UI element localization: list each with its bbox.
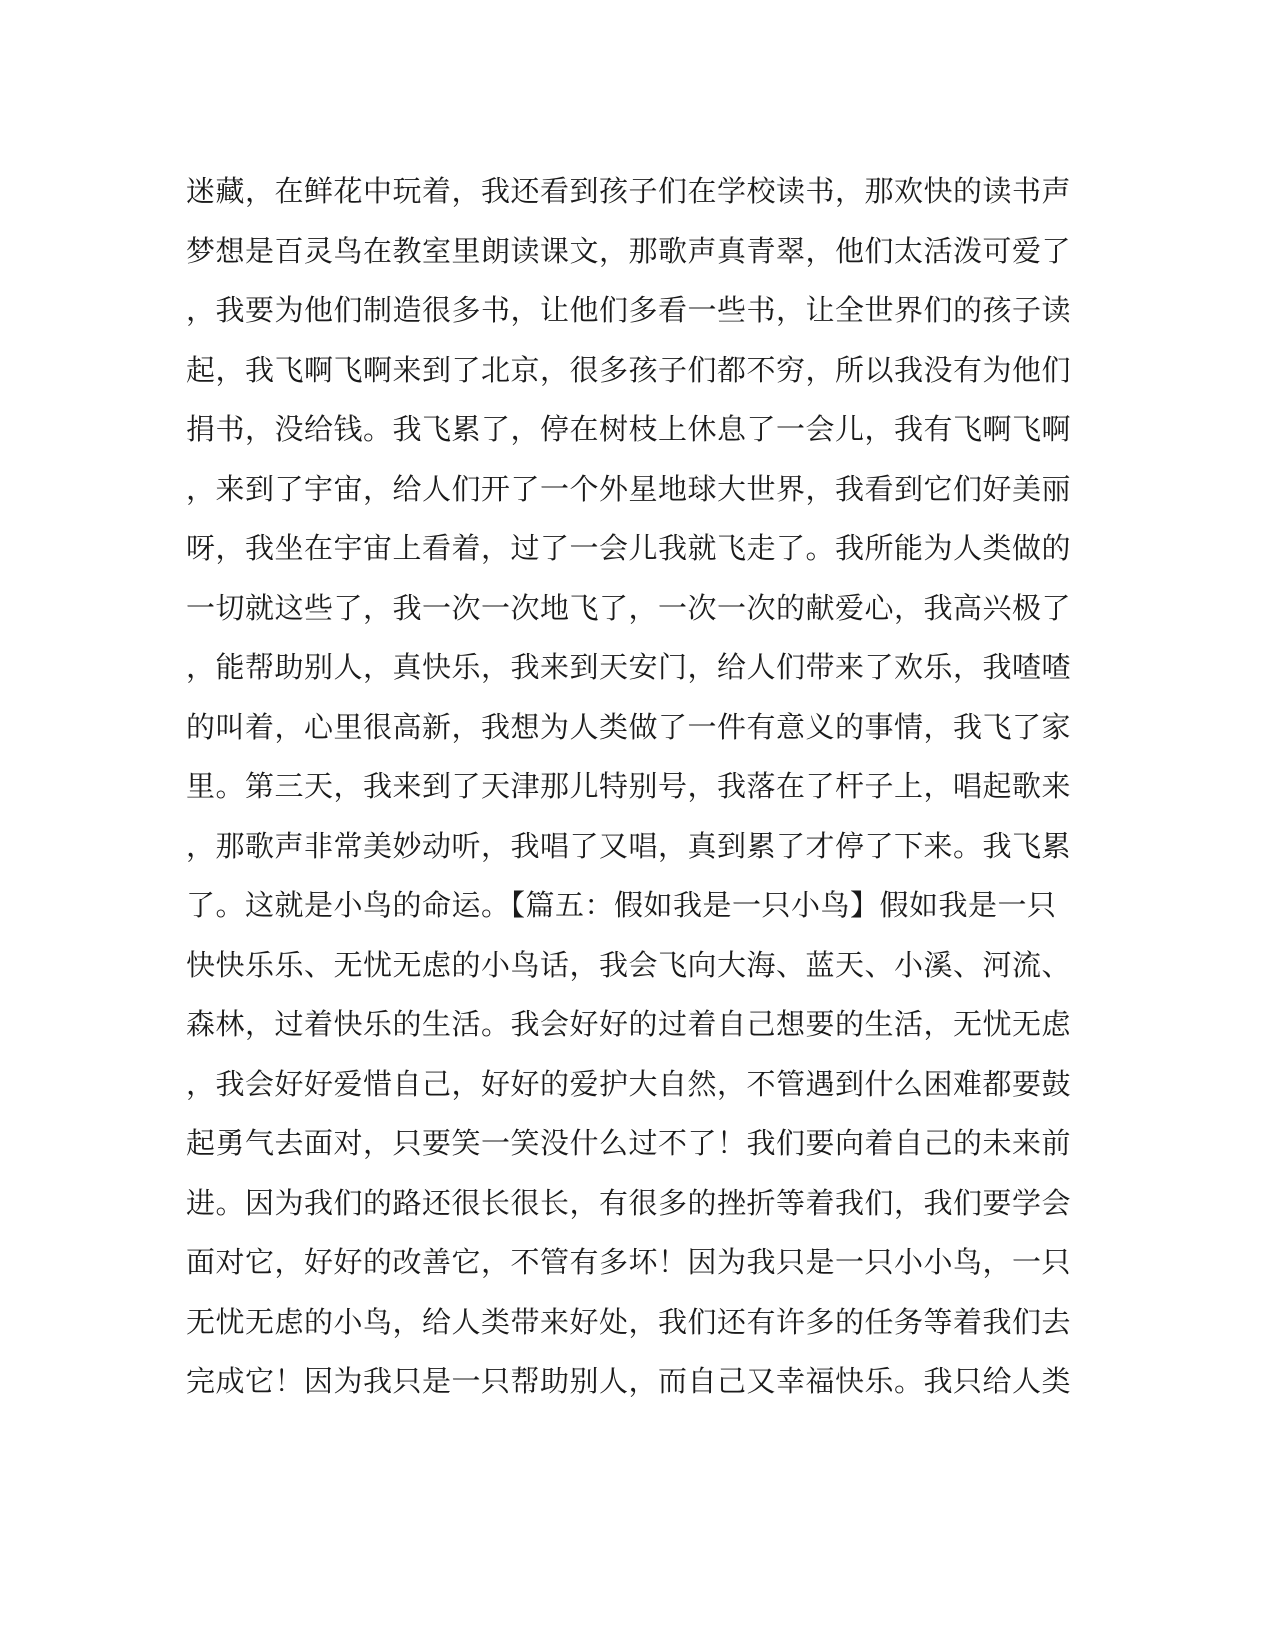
text-line: 起，我飞啊飞啊来到了北京，很多孩子们都不穷，所以我没有为他们 bbox=[186, 352, 1072, 387]
body-text bbox=[186, 162, 1072, 1412]
text-line: ，我会好好爱惜自己，好好的爱护大自然，不管遇到什么困难都要鼓 bbox=[186, 1066, 1072, 1101]
text-line: 迷藏，在鲜花中玩着，我还看到孩子们在学校读书，那欢快的读书声 bbox=[186, 174, 1072, 208]
text-line: 的叫着，心里很高新，我想为人类做了一件有意义的事情，我飞了家 bbox=[186, 709, 1072, 744]
text-line: 面对它，好好的改善它，不管有多坏！因为我只是一只小小鸟，一只 bbox=[186, 1245, 1072, 1279]
text-line: 无忧无虑的小鸟，给人类带来好处，我们还有许多的任务等着我们去 bbox=[186, 1304, 1072, 1339]
text-line: 快快乐乐、无忧无虑的小鸟话，我会飞向大海、蓝天、小溪、河流、 bbox=[186, 947, 1072, 982]
text-line: 了。这就是小鸟的命运。【篇五：假如我是一只小鸟】假如我是一只 bbox=[186, 888, 1057, 922]
text-line: 起勇气去面对，只要笑一笑没什么过不了！我们要向着自己的未来前 bbox=[186, 1126, 1072, 1160]
text-line: ，来到了宇宙，给人们开了一个外星地球大世界，我看到它们好美丽 bbox=[186, 471, 1072, 506]
text-line: 森林，过着快乐的生活。我会好好的过着自己想要的生活，无忧无虑 bbox=[186, 1007, 1072, 1041]
text-line: 呀，我坐在宇宙上看着，过了一会儿我就飞走了。我所能为人类做的 bbox=[186, 531, 1072, 565]
text-line: ，能帮助别人，真快乐，我来到天安门，给人们带来了欢乐，我喳喳 bbox=[186, 650, 1072, 684]
text-line: 捐书，没给钱。我飞累了，停在树枝上休息了一会儿，我有飞啊飞啊 bbox=[186, 412, 1072, 446]
text-line: 一切就这些了，我一次一次地飞了，一次一次的献爱心，我高兴极了 bbox=[186, 590, 1072, 625]
text-line: 里。第三天，我来到了天津那儿特别号，我落在了杆子上，唱起歌来 bbox=[186, 769, 1072, 803]
text-line: ，那歌声非常美妙动听，我唱了又唱，真到累了才停了下来。我飞累 bbox=[186, 828, 1072, 863]
text-line: 梦想是百灵鸟在教室里朗读课文，那歌声真青翠，他们太活泼可爱了 bbox=[186, 233, 1072, 268]
text-line: 进。因为我们的路还很长很长，有很多的挫折等着我们，我们要学会 bbox=[186, 1185, 1072, 1220]
text-line: 完成它！因为我只是一只帮助别人，而自己又幸福快乐。我只给人类 bbox=[186, 1364, 1072, 1398]
text-line: ，我要为他们制造很多书，让他们多看一些书，让全世界们的孩子读 bbox=[186, 293, 1072, 327]
